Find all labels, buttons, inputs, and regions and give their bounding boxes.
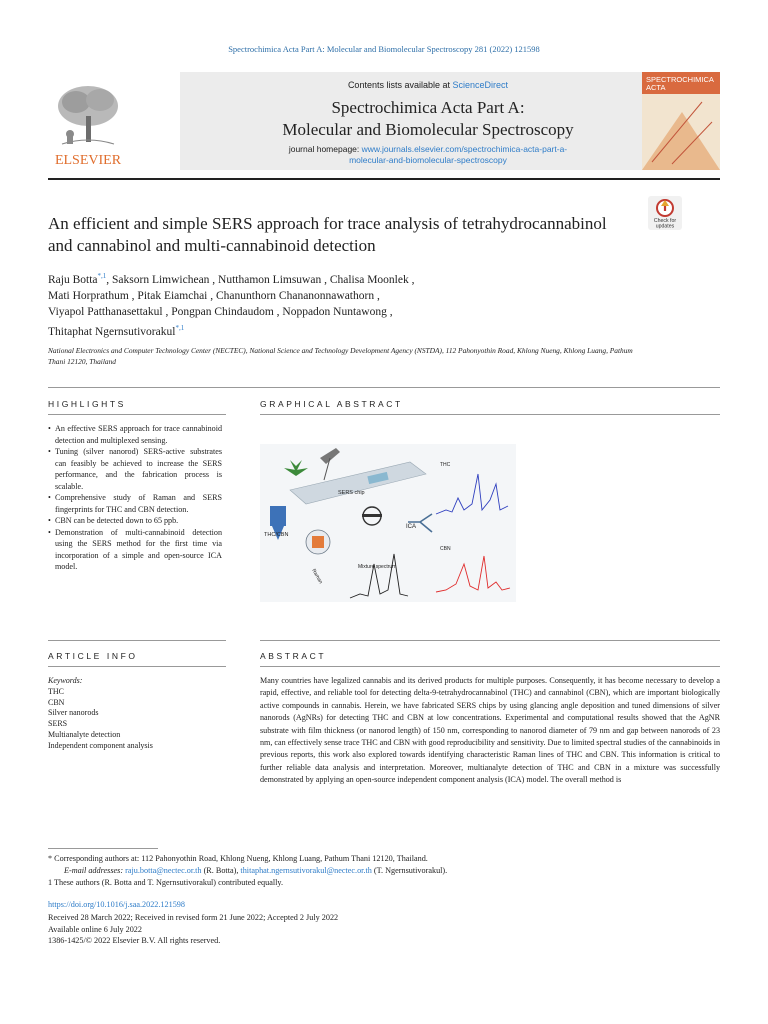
ga-label-raman: Raman xyxy=(310,568,324,585)
keyword: SERS xyxy=(48,719,68,729)
keyword: Silver nanorods xyxy=(48,708,99,718)
check-for-updates-icon[interactable] xyxy=(648,196,682,230)
author-marker[interactable]: *,1 xyxy=(97,272,107,280)
sciencedirect-link[interactable]: ScienceDirect xyxy=(452,80,509,90)
article-info-heading: ARTICLE INFO xyxy=(48,651,138,661)
ga-label-thc: THC xyxy=(440,462,451,468)
keyword: Multianalyte detection xyxy=(48,729,121,739)
homepage-url[interactable]: www.journals.elsevier.com/spectrochimica-acta-part-a- xyxy=(361,144,568,154)
cover-title-line1: SPECTROCHIMICA xyxy=(646,75,714,84)
footnote-rule xyxy=(48,848,158,849)
keyword: CBN xyxy=(48,697,65,707)
journal-citation[interactable]: Spectrochimica Acta Part A: Molecular and Biomolecular Spectroscopy 281 (2022) 121598 xyxy=(228,44,540,54)
journal-title-line2: Molecular and Biomolecular Spectroscopy xyxy=(282,120,574,139)
corresponding-author-note: * Corresponding authors at: 112 Pahonyothin Road, Khlong Nueng, Khlong Luang, Pathum Thani 12120, Thailand. xyxy=(48,854,428,863)
section-divider xyxy=(48,387,720,388)
highlight-item: • An effective SERS approach for trace cannabinoid detection and multiplexed sensing. xyxy=(48,423,222,446)
ga-label-cbn: CBN xyxy=(440,546,451,552)
highlight-item: • CBN can be detected down to 65 ppb. xyxy=(48,515,222,527)
abstract-rule xyxy=(260,666,720,667)
author-line-text[interactable]: Mati Horprathum , Pitak Eiamchai , Chanunthorn Chananonnawathorn , xyxy=(48,290,380,303)
author-line-text[interactable]: Thitaphat Ngernsutivorakul xyxy=(48,326,176,339)
graphical-abstract-heading: GRAPHICAL ABSTRACT xyxy=(260,399,403,409)
received-dates: Received 28 March 2022; Received in revised form 21 June 2022; Accepted 2 July 2022 xyxy=(48,913,339,922)
contents-line xyxy=(180,80,676,90)
abstract-rule-top xyxy=(260,640,720,641)
equal-contribution-note: 1 These authors (R. Botta and T. Ngernsutivorakul) contributed equally. xyxy=(48,877,284,887)
check-updates-line1: Check for xyxy=(653,218,677,224)
author-marker[interactable]: *,1 xyxy=(175,324,185,333)
journal-cover-thumbnail[interactable] xyxy=(642,72,720,170)
author-line xyxy=(48,288,608,304)
abstract-text: Many countries have legalized cannabis and its derived products for multiple purposes. Consequently, it has become necessary to develop a rapid, effective, and reliable tool for detecting delta-9-tetrahydrocannabinol (THC) and cannabinol (CBN), which are important biologically active compounds in cannabis. Herein, we have fabricated SERS chips by using glancing angle deposition and tuned dimensions of silver nanorods (AgNRs) for detecting THC and CBN at low concentrations. Experimental and computational results showed that the AgNR substrate with film thickness (or nanorod length) of 150 nm, corresponding to nanorod diameter of 79 nm and gap between nanorods of 23 nm, can effectively sense trace THC and CBN with good reproducibility and sensitivity. Due to limited spectral studies of the cannabinoids in previous reports, this work also explored towards identifying characteristic Raman lines of THC and CBN. This information is critical to further reliable data analysis and interpretation. Moreover, multianalyte detection of THC and CBN in a mixture was successfully demonstrated by applying an open-source independent component analysis (ICA) model. The overall method is xyxy=(260,676,720,785)
journal-homepage xyxy=(180,144,676,166)
cover-title-line2: ACTA xyxy=(646,83,666,92)
email-label: E-mail addresses: xyxy=(64,865,124,875)
author-line-text[interactable]: Raju Botta xyxy=(48,273,98,286)
abstract-heading: ABSTRACT xyxy=(260,651,327,661)
ga-label-mixture: Mixture spectrum xyxy=(358,564,397,570)
keywords-block xyxy=(48,676,226,752)
journal-title xyxy=(180,97,676,141)
email-addresses xyxy=(48,865,720,877)
article-info-rule-top xyxy=(48,640,226,641)
highlights-rule xyxy=(48,414,226,415)
publisher-name: ELSEVIER xyxy=(54,153,122,168)
highlight-item: • Comprehensive study of Raman and SERS fingerprints for THC and CBN detection. xyxy=(48,492,222,515)
contents-prefix: Contents lists available at xyxy=(347,80,450,90)
journal-title-line1: Spectrochimica Acta Part A: xyxy=(331,98,525,117)
affiliation: National Electronics and Computer Technology Center (NECTEC), National Science and Technology Development Agency (NSTDA), 112 Pahonyothin Road, Khlong Nueng, Khlong Luang, Pathum Thani 12120, Thailand xyxy=(48,346,633,366)
ga-label-sample: THC/CBN xyxy=(264,532,289,538)
email-owner: (T. Ngernsutivorakul). xyxy=(371,865,448,875)
article-info-rule xyxy=(48,666,226,667)
email-owner: (R. Botta), xyxy=(201,865,241,875)
highlight-item: • Demonstration of multi-cannabinoid detection using the SERS method for the first time via incorporation of a simple and open-source ICA model. xyxy=(48,527,222,573)
author-line xyxy=(48,268,608,288)
ga-label-chip: SERS chip xyxy=(338,490,365,496)
author-list xyxy=(48,268,608,340)
doi-link[interactable]: https://doi.org/10.1016/j.saa.2022.121598 xyxy=(48,900,185,909)
email-link[interactable]: raju.botta@nectec.or.th xyxy=(125,865,202,875)
author-line xyxy=(48,320,608,340)
keyword: THC xyxy=(48,686,64,696)
article-title: An efficient and simple SERS approach for trace analysis of tetrahydrocannabinol and cannabinol and multi-cannabinoid detection xyxy=(48,214,607,255)
author-line xyxy=(48,304,608,320)
online-date: Available online 6 July 2022 xyxy=(48,924,142,934)
copyright: 1386-1425/© 2022 Elsevier B.V. All rights reserved. xyxy=(48,936,221,946)
author-line-text[interactable]: Viyapol Patthanasettakul , Pongpan Chindaudom , Noppadon Nuntawong , xyxy=(48,306,393,319)
highlights-list xyxy=(48,423,222,573)
homepage-url-cont[interactable]: molecular-and-biomolecular-spectroscopy xyxy=(349,155,507,165)
elsevier-tree-logo xyxy=(48,78,128,170)
journal-masthead xyxy=(48,70,720,174)
email-link[interactable]: thitaphat.ngernsutivorakul@nectec.or.th xyxy=(240,865,372,875)
highlight-item: • Tuning (silver nanorod) SERS-active substrates can feasibly be achieved to increase the SERS performance, and the fabrication process is scalable. xyxy=(48,446,222,492)
masthead-divider xyxy=(48,178,720,180)
footnotes xyxy=(48,853,720,888)
graphical-abstract-rule xyxy=(260,414,720,415)
graphical-abstract-figure[interactable] xyxy=(260,444,516,602)
homepage-label: journal homepage: xyxy=(288,144,360,154)
author-line-text[interactable]: , Saksorn Limwichean , Nutthamon Limsuwan , Chalisa Moonlek , xyxy=(106,273,415,286)
highlights-heading: HIGHLIGHTS xyxy=(48,399,126,409)
keywords-title: Keywords: xyxy=(48,676,83,685)
journal-banner xyxy=(180,72,676,170)
keyword: Independent component analysis xyxy=(48,740,153,750)
check-updates-line2: updates xyxy=(655,223,675,230)
ga-label-ica: ICA xyxy=(406,524,417,530)
publication-dates xyxy=(48,912,338,947)
